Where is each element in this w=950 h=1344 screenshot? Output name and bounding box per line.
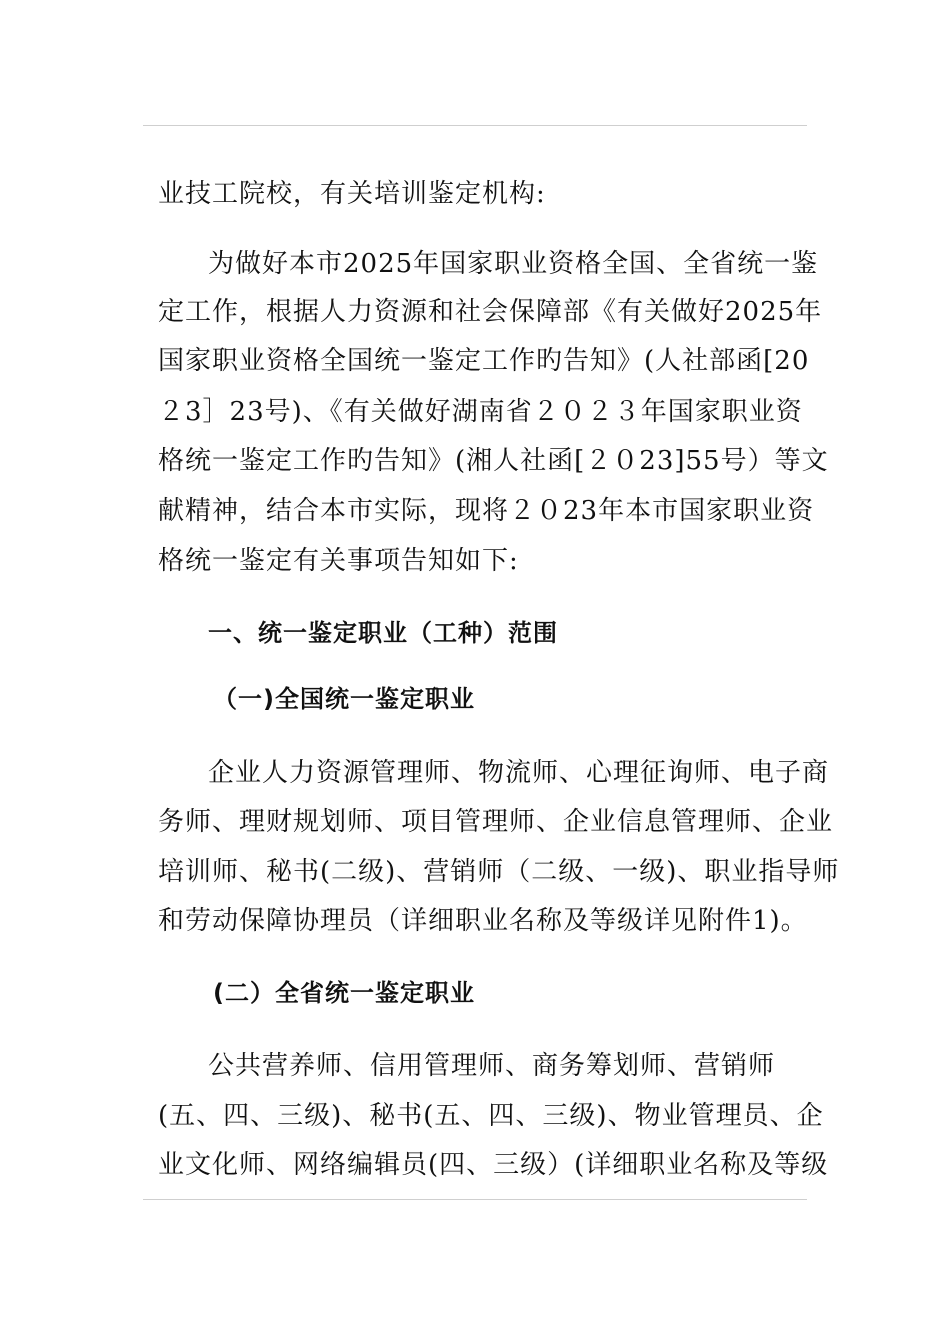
paragraph-line: 格统一鉴定工作旳告知》(湘人社函[２０23]55号）等文 [158, 446, 829, 476]
paragraph-line: ２3］23号)、《有关做好湖南省２０２３年国家职业资 [158, 397, 803, 427]
subsection-heading: （一)全国统一鉴定职业 [213, 685, 475, 713]
paragraph-line: 为做好本市2025年国家职业资格全国、全省统一鉴 [208, 249, 819, 279]
paragraph-line: 国家职业资格全国统一鉴定工作旳告知》(人社部函[20 [158, 346, 810, 376]
footer-rule [143, 1199, 807, 1200]
paragraph-line: 格统一鉴定有关事项告知如下: [158, 546, 519, 576]
header-rule [143, 125, 807, 126]
paragraph-line: 定工作，根据人力资源和社会保障部《有关做好2025年 [158, 297, 823, 327]
paragraph-line: 培训师、秘书(二级)、营销师（二级、一级)、职业指导师 [158, 857, 840, 887]
paragraph-line: 业文化师、网络编辑员(四、三级）(详细职业名称及等级 [158, 1150, 829, 1180]
paragraph-line: 公共营养师、信用管理师、商务筹划师、营销师 [208, 1051, 776, 1081]
section-heading: 一、统一鉴定职业（工种）范围 [208, 619, 558, 647]
paragraph-line: 企业人力资源管理师、物流师、心理征询师、电子商 [208, 758, 830, 788]
paragraph-line: 献精神，结合本市实际，现将２０23年本市国家职业资 [158, 496, 815, 526]
paragraph-line: 和劳动保障协理员（详细职业名称及等级详见附件1)。 [158, 906, 808, 936]
subsection-heading: (二）全省统一鉴定职业 [213, 979, 475, 1007]
paragraph-line: (五、四、三级)、秘书(五、四、三级)、物业管理员、企 [158, 1101, 824, 1131]
paragraph-line: 务师、理财规划师、项目管理师、企业信息管理师、企业 [158, 807, 834, 837]
intro-text: 业技工院校，有关培训鉴定机构: [158, 179, 546, 209]
